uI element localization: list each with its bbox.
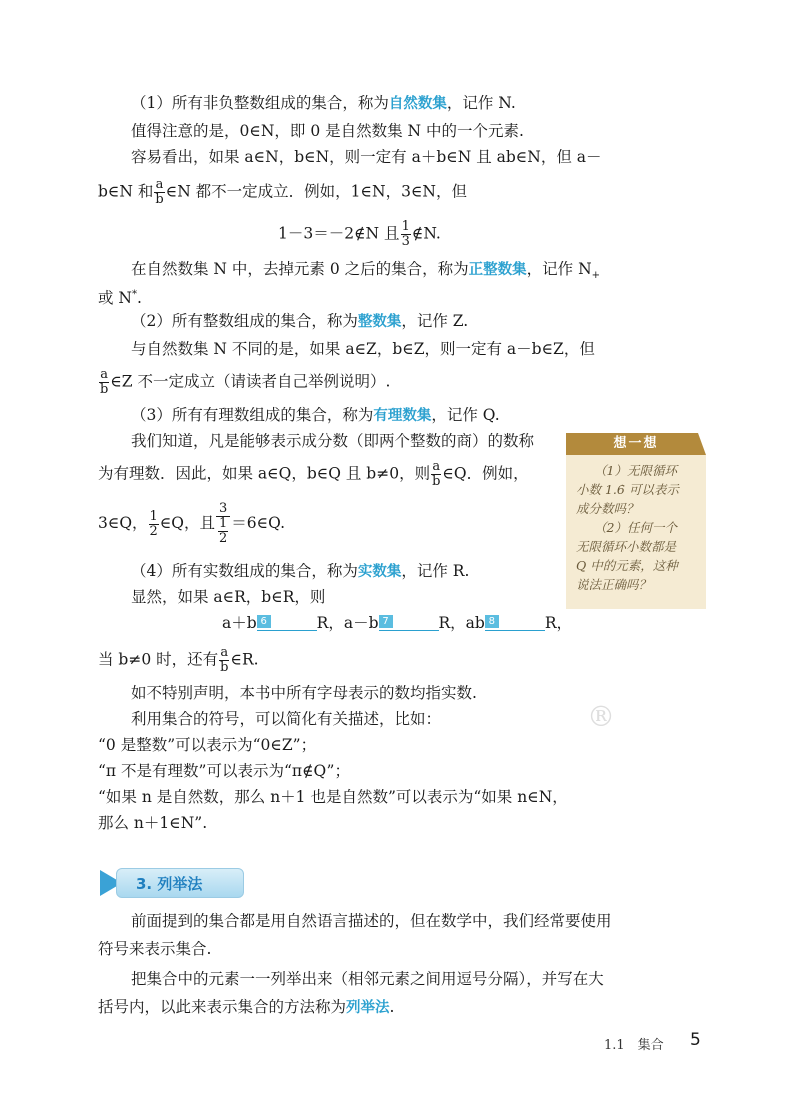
para-reals-closure: 显然，如果 a∈R，b∈R，则 [131,588,326,606]
para-zero-note: 值得注意的是，0∈N，即 0 是自然数集 N 中的一个元素. [131,122,524,140]
term-rational-set: 有理数集 [373,408,432,424]
equation-example: 1－3＝－2∉N 且 $\frac{1}{3}$ ∉N. [278,219,441,249]
para-rationals-example: 3∈Q， $\frac{1}{2}$ ∈Q，且 $\frac{3}{\frac{1}{2}}$ ＝6∈Q. [98,501,285,546]
term-real-set: 实数集 [357,564,402,580]
para-letters-reals: 如不特别声明，本书中所有字母表示的数均指实数. [131,684,477,702]
para-integers-closure: 与自然数集 N 不同的是，如果 a∈Z，b∈Z，则一定有 a－b∈Z，但 [131,340,595,358]
para-positive-integers: 在自然数集 N 中，去掉元素 0 之后的集合，称为正整数集，记作 $N_+$ [131,260,601,282]
fill-blank-6[interactable]: 6 [257,614,317,631]
fill-blank-8[interactable]: 8 [485,614,545,631]
reals-fill-blanks: a＋b 6 R，a－b 7 R，ab 8 R， [222,614,573,632]
think-box-title: 想一想 [566,433,706,455]
footer-section: 1.1 集合 [604,1038,664,1053]
fraction: $\frac{a}{b}$ [432,459,441,489]
example-natural-succ: “如果 n 是自然数，那么 n＋1 也是自然数”可以表示为“如果 n∈N， [98,788,568,806]
para-rationals-def: 我们知道，凡是能够表示成分数（即两个整数的商）的数称 [131,432,535,450]
think-box-body: （1）无限循环 小数 1.6̇ 可以表示 成分数吗？ （2）任何一个 无限循环小数都是 Q 中的元素，这种 说法正确吗？ [576,463,679,592]
fraction: $\frac{a}{b}$ [155,177,164,207]
fraction: $\frac{1}{2}$ [149,508,158,539]
section-title: 3. 列举法 [136,875,203,893]
term-positive-integer-set: 正整数集 [468,262,527,278]
term-natural-number-set: 自然数集 [388,96,447,112]
publisher-watermark [375,700,615,810]
para-closure-cont: b∈N 和 $\frac{a}{b}$ ∈N 都不一定成立．例如，1∈N，3∈N，但 [98,177,467,207]
para-integers: （2）所有整数组成的集合，称为整数集，记作 Z. [131,312,469,330]
fraction: $\frac{1}{3}$ [401,219,410,249]
section-heading [100,866,244,900]
registered-mark: ® [587,700,615,733]
compound-fraction: $\frac{3}{\frac{1}{2}}$ [216,502,230,546]
para-enumeration-intro-cont: 符号来表示集合. [98,940,212,958]
example-zero-integer: “0 是整数”可以表示为“0∈Z”； [98,736,317,754]
para-reals-division: 当 b≠0 时，还有 $\frac{a}{b}$ ∈R. [98,645,259,675]
para-positive-integers-cont: 或 N*. [98,289,142,308]
example-natural-succ-cont: 那么 n＋1∈N”. [98,814,208,832]
term-integer-set: 整数集 [357,314,402,330]
para-reals: （4）所有实数组成的集合，称为实数集，记作 R. [131,562,470,580]
fraction: $\frac{a}{b}$ [220,645,229,675]
para-natural-numbers: （1）所有非负整数组成的集合，称为自然数集，记作 N. [131,94,516,112]
para-enumeration-def: 把集合中的元素一一列举出来（相邻元素之间用逗号分隔），并写在大 [131,970,604,988]
think-box [566,433,706,609]
para-enumeration-intro: 前面提到的集合都是用自然语言描述的，但在数学中，我们经常要使用 [131,912,612,930]
page-number: 5 [690,1030,701,1050]
para-closure: 容易看出，如果 a∈N，b∈N，则一定有 a＋b∈N 且 ab∈N，但 a－ [131,148,602,166]
fraction: $\frac{a}{b}$ [100,367,109,397]
para-enumeration-def-cont: 括号内，以此来表示集合的方法称为列举法. [98,998,395,1016]
para-rationals: （3）所有有理数组成的集合，称为有理数集，记作 Q. [131,406,500,424]
example-pi-not-rational: “π 不是有理数”可以表示为“π∉Q”； [98,762,350,780]
para-rationals-closure: 为有理数．因此，如果 a∈Q，b∈Q 且 b≠0，则 $\frac{a}{b}$ ∈Q．例如， [98,459,529,489]
term-enumeration-method: 列举法 [346,1000,390,1016]
para-symbols: 利用集合的符号，可以简化有关描述，比如： [131,710,442,728]
fill-blank-7[interactable]: 7 [379,614,439,631]
para-integers-division: $\frac{a}{b}$ ∈Z 不一定成立（请读者自己举例说明）. [100,367,391,397]
